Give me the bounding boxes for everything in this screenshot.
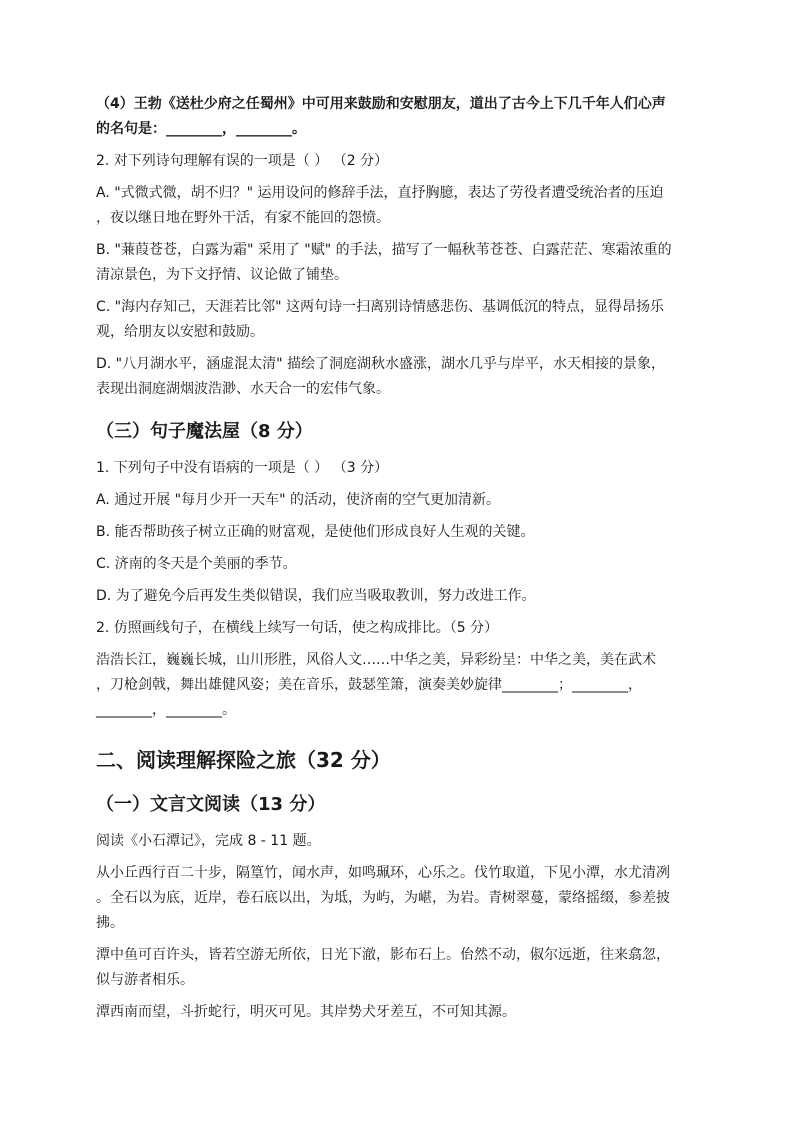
option-a-line-1: A. "式微式微，胡不归？" 运用设问的修辞手法，直抒胸臆，表达了劳役者遭受统治者的压迫 [96,185,664,201]
sentence-q2-text-line-2: ，刀枪剑戟，舞出雄健风姿；美在音乐，鼓瑟笙箫，演奏美妙旋律________；________， [96,677,642,693]
reading-intro: 阅读《小石潭记》，完成 8 - 11 题。 [96,833,321,849]
question-4-line-2: 的名句是：________，________。 [96,121,306,137]
sentence-q1-stem: 1. 下列句子中没有语病的一项是（ ） （3 分） [96,460,389,476]
passage-para-1-line-1: 从小丘西行百二十步，隔篁竹，闻水声，如鸣珮环，心乐之。伐竹取道，下见小潭，水尤清冽 [96,865,670,881]
passage-para-2-line-2: 似与游者相乐。 [96,972,194,988]
part-heading-reading: 二、阅读理解探险之旅（32 分） [96,748,391,772]
sentence-q2-stem: 2. 仿照画线句子，在横线上续写一句话，使之构成排比。（5 分） [96,620,499,636]
question-2-stem: 2. 对下列诗句理解有误的一项是（ ） （2 分） [96,153,389,169]
option-c-line-1: C. "海内存知己，天涯若比邻" 这两句诗一扫离别诗情感悲伤、基调低沉的特点，显得昂扬乐 [96,299,665,315]
sentence-q1-option-d: D. 为了避免今后再发生类似错误，我们应当吸取教训，努力改进工作。 [96,588,536,604]
option-d-line-2: 表现出洞庭湖烟波浩渺、水天合一的宏伟气象。 [96,381,390,397]
passage-para-2-line-1: 潭中鱼可百许头，皆若空游无所依，日光下澈，影布石上。佁然不动，俶尔远逝，往来翕忽， [96,947,670,963]
sentence-q1-option-b: B. 能否帮助孩子树立正确的财富观，是使他们形成良好人生观的关键。 [96,524,535,540]
passage-para-3: 潭西南而望，斗折蛇行，明灭可见。其岸势犬牙差互，不可知其源。 [96,1004,516,1020]
option-a-line-2: ，夜以继日地在野外干活，有家不能回的怨愤。 [96,210,390,226]
sentence-q2-text-line-3: ________，________。 [96,702,236,718]
document-page [96,92,706,1025]
sentence-q1-option-a: A. 通过开展 "每月少开一天车" 的活动，使济南的空气更加清新。 [96,492,501,508]
sentence-q2-text-line-1: 浩浩长江，巍巍长城，山川形胜，风俗人文……中华之美，异彩纷呈：中华之美，美在武术 [96,652,656,668]
passage-para-1-line-2: 。全石以为底，近岸，卷石底以出，为坻，为屿，为嵁，为岩。青树翠蔓，蒙络摇缀，参差披 [96,890,670,906]
passage-para-1-line-3: 拂。 [96,915,124,931]
option-b-line-1: B. "蒹葭苍苍，白露为霜" 采用了 "赋" 的手法，描写了一幅秋苇苍苍、白露茫茫、寒霜浓重的 [96,242,672,258]
option-b-line-2: 清凉景色，为下文抒情、议论做了铺垫。 [96,267,348,283]
option-c-line-2: 观，给朋友以安慰和鼓励。 [96,324,264,340]
option-d-line-1: D. "八月湖水平，涵虚混太清" 描绘了洞庭湖秋水盛涨，湖水几乎与岸平，水天相接的景象， [96,356,666,372]
question-4-line-1: （4）王勃《送杜少府之任蜀州》中可用来鼓励和安慰朋友，道出了古今上下几千年人们心声 [96,96,666,112]
sub-heading-classical-chinese: （一）文言文阅读（13 分） [96,794,326,815]
sentence-q1-option-c: C. 济南的冬天是个美丽的季节。 [96,556,297,572]
section-heading-sentence-magic: （三）句子魔法屋（8 分） [96,421,313,442]
